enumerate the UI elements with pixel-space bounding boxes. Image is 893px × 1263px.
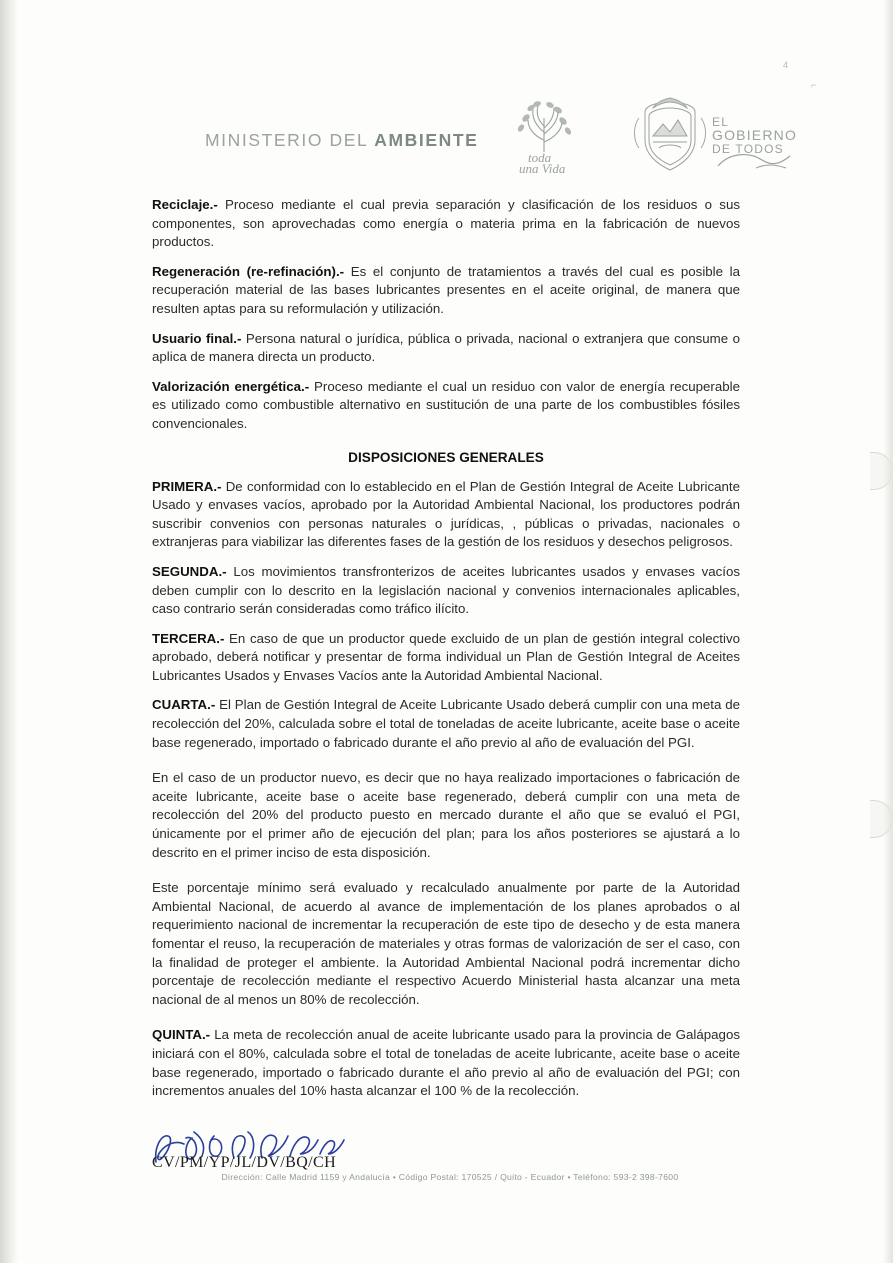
corner-pencil-marks: 4 ⌐ bbox=[783, 60, 817, 90]
ministry-name-bold: AMBIENTE bbox=[374, 130, 479, 150]
provision-term: QUINTA.- bbox=[152, 1027, 211, 1043]
tree-logo-icon bbox=[488, 96, 600, 178]
provision-term: TERCERA.- bbox=[152, 630, 225, 646]
provision-term: CUARTA.- bbox=[152, 697, 216, 713]
definition-paragraph bbox=[152, 330, 740, 367]
section-title: DISPOSICIONES GENERALES bbox=[348, 449, 544, 465]
definition-text: Proceso mediante el cual previa separación y clasificación de los residuos o sus componentes, son aprovechadas como energía o materia prima en la fabricación de nuevos productos. bbox=[152, 197, 740, 250]
provision-text: Este porcentaje mínimo será evaluado y recalculado anualmente por parte de la Autoridad Ambiental Nacional, de acuerdo al avance de implementación de los planes aprobados o al requerimiento nacional de incrementar la recuperación de este tipo de desecho y de esta manera fomentar el reuso, la recuperación de materiales y otras formas de valorización de ser el caso, con la finalidad de proteger el ambiente. la Autoridad Ambiental Nacional podrá incrementar dicho porcentaje de recolección mediante el respectivo Acuerdo Ministerial hasta alcanzar una meta nacional de al menos un 80% de recolección. bbox=[152, 880, 740, 1007]
government-line-3: DE TODOS bbox=[712, 142, 784, 156]
definition-term: Usuario final.- bbox=[152, 330, 242, 346]
initials-line: CV/PM/YP/JL/DV/BQ/CH bbox=[152, 1154, 337, 1171]
ministry-wordmark bbox=[205, 130, 478, 151]
provision-paragraph bbox=[152, 769, 740, 862]
definition-text: Es el conjunto de tratamientos a través del cual es posible la recuperación material de las bases lubricantes presentes en el aceite original, de manera que resulten aptas para su reformulación y utilización. bbox=[152, 263, 740, 316]
provision-paragraph bbox=[152, 696, 740, 752]
document-header bbox=[0, 88, 893, 180]
provision-text: El Plan de Gestión Integral de Aceite Lubricante Usado deberá cumplir con una meta de recolección del 20%, calculada sobre el total de toneladas de aceite lubricante, aceite base o aceite base regenerado, importado o fabricado durante el año previo al año de evaluación del PGI. bbox=[152, 697, 740, 750]
government-line-1: EL bbox=[712, 115, 730, 129]
definition-term: Reciclaje.- bbox=[152, 197, 218, 212]
provision-term: PRIMERA.- bbox=[152, 478, 222, 494]
ministry-name-prefix: MINISTERIO DEL bbox=[205, 130, 375, 150]
provision-paragraph bbox=[152, 1026, 740, 1100]
tree-logo-text-1: toda bbox=[528, 150, 552, 165]
document-body bbox=[152, 196, 740, 1112]
tree-logo-text-2: una Vida bbox=[519, 161, 566, 176]
definition-term: Valorización energética.- bbox=[152, 378, 310, 394]
definition-term: Regeneración (re-refinación).- bbox=[152, 263, 345, 279]
provision-paragraph bbox=[152, 563, 740, 619]
provision-text: De conformidad con lo establecido en el Plan de Gestión Integral de Aceite Lubricante Usado y envases vacíos, aprobado por la Autoridad Ambiental Nacional, los productores podrán suscribir convenios con personas naturales o jurídicas, , públicas o privadas, nacionales o extranjeras para viabilizar las diferentes fases de la gestión de los residuos y desechos peligrosos. bbox=[152, 478, 740, 550]
provision-paragraph bbox=[152, 630, 740, 686]
definition-paragraph bbox=[152, 196, 740, 252]
footer-address: Dirección: Calle Madrid 1159 y Andalucía • Código Postal: 170525 / Quito - Ecuador • Teléfono: 593-2 398-7600 bbox=[221, 1172, 679, 1182]
definition-text: Proceso mediante el cual un residuo con valor de energía recuperable es utilizado como combustible alternativo en sustitución de una parte de los combustibles fósiles convencionales. bbox=[152, 378, 740, 431]
hole-punch-mark bbox=[870, 800, 893, 838]
definition-text: Persona natural o jurídica, pública o privada, nacional o extranjera que consume o aplica de manera directa un producto. bbox=[152, 330, 740, 365]
government-line-2: GOBIERNO bbox=[712, 127, 798, 143]
provision-text: En el caso de un productor nuevo, es decir que no haya realizado importaciones o fabricación de aceite lubricante, aceite base o aceite base regenerado, deberá cumplir con una meta de recolección del 20% del producto puesto en mercado durante el año que se evaluó el PGI, únicamente por el primer año de ejecución del plan; para los años posteriores se ajustará a lo descrito en el primer inciso de esta disposición. bbox=[152, 770, 740, 860]
hole-punch-mark bbox=[870, 452, 893, 490]
provision-text: Los movimientos transfronterizos de aceites lubricantes usados y envases vacíos deben cumplir con lo descrito en la legislación nacional y convenios internacionales aplicables, caso contrario serán consideradas como tráfico ilícito. bbox=[152, 563, 740, 617]
provision-term: SEGUNDA.- bbox=[152, 563, 227, 579]
ecuador-coat-of-arms-icon bbox=[625, 96, 715, 178]
flourish-icon bbox=[716, 150, 794, 172]
provision-text: La meta de recolección anual de aceite lubricante usado para la provincia de Galápagos iniciará con el 80%, calculada sobre el total de toneladas de aceite lubricante, aceite base o aceite base regenerado, importado o fabricado durante el año previo al año de evaluación del PGI; con incrementos anuales del 10% hasta alcanzar el 100 % de la recolección. bbox=[152, 1027, 740, 1099]
provision-paragraph bbox=[152, 478, 740, 552]
definition-paragraph bbox=[152, 378, 740, 434]
provision-text: En caso de que un productor quede excluido de un plan de gestión integral colectivo aprobado, deberá notificar y presentar de forma individual un Plan de Gestión Integral de Aceites Lubricantes Usados y Envases Vacíos ante la Autoridad Ambiental Nacional. bbox=[152, 630, 740, 683]
provision-paragraph bbox=[152, 879, 740, 1009]
definition-paragraph bbox=[152, 263, 740, 319]
